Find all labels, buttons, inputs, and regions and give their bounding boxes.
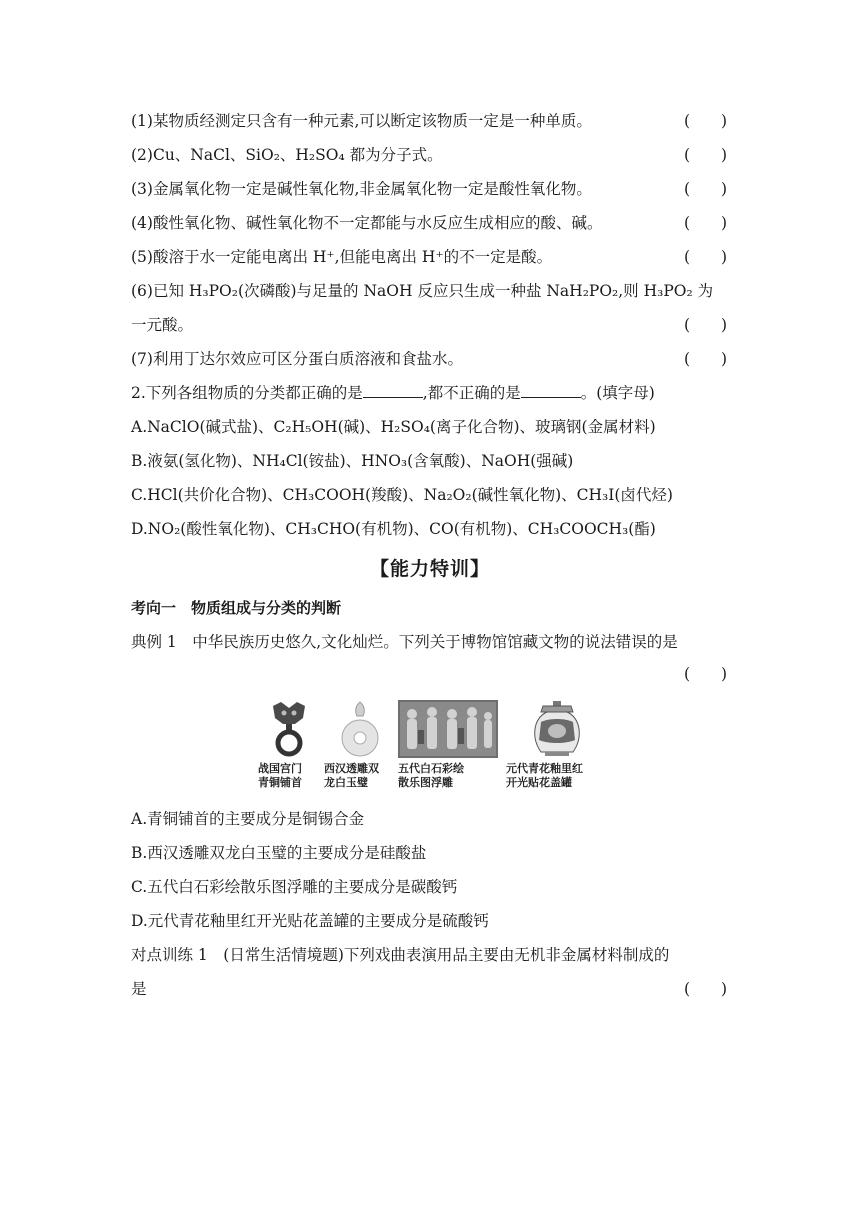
question-2-middle: ,都不正确的是	[422, 384, 521, 402]
question-text: (1)某物质经测定只含有一种元素,可以断定该物质一定是一种单质。	[131, 112, 592, 130]
question-text: (4)酸性氧化物、碱性氧化物不一定都能与水反应生成相应的酸、碱。	[131, 214, 603, 232]
option-a: A.NaClO(碱式盐)、C₂H₅OH(碱)、H₂SO₄(离子化合物)、玻璃钢(金属材料)	[131, 418, 656, 436]
answer-paren[interactable]: ( )	[684, 665, 728, 683]
jar-image	[506, 700, 608, 758]
artifact-caption: 元代青花釉里红 开光贴花盖罐	[506, 762, 583, 789]
question-2-stem	[131, 382, 731, 404]
question-text: (7)利用丁达尔效应可区分蛋白质溶液和食盐水。	[131, 350, 463, 368]
option-b: B.西汉透雕双龙白玉璧的主要成分是硅酸盐	[131, 844, 427, 862]
jade-bi-image	[324, 700, 396, 758]
option-d: D.NO₂(酸性氧化物)、CH₃CHO(有机物)、CO(有机物)、CH₃COOCH₃(酯)	[131, 520, 656, 538]
answer-paren[interactable]: ( )	[684, 248, 728, 266]
artifact-jar	[506, 700, 608, 790]
artifact-caption: 五代白石彩绘 散乐图浮雕	[398, 762, 464, 789]
answer-paren[interactable]: ( )	[684, 180, 728, 198]
relief-image	[398, 700, 498, 758]
artifact-relief	[398, 700, 498, 790]
question-text: (6)已知 H₃PO₂(次磷酸)与足量的 NaOH 反应只生成一种盐 NaH₂PO₂,则 H₃PO₂ 为	[131, 282, 714, 300]
option-b: B.液氨(氢化物)、NH₄Cl(铵盐)、HNO₃(含氧酸)、NaOH(强碱)	[131, 452, 574, 470]
practice-1-stem: 对点训练 1 (日常生活情境题)下列戏曲表演用品主要由无机非金属材料制成的	[131, 946, 670, 964]
artifact-caption: 西汉透雕双 龙白玉璧	[324, 762, 379, 789]
answer-paren[interactable]: ( )	[684, 316, 728, 334]
question-2-prefix: 2.下列各组物质的分类都正确的是	[131, 384, 363, 402]
answer-paren[interactable]: ( )	[684, 112, 728, 130]
practice-1-stem-cont: 是	[131, 980, 147, 998]
question-text: (2)Cu、NaCl、SiO₂、H₂SO₄ 都为分子式。	[131, 146, 443, 164]
answer-paren[interactable]: ( )	[684, 214, 728, 232]
answer-paren[interactable]: ( )	[684, 350, 728, 368]
option-c: C.五代白石彩绘散乐图浮雕的主要成分是碳酸钙	[131, 878, 458, 896]
answer-paren[interactable]: ( )	[684, 146, 728, 164]
topic-heading: 考向一 物质组成与分类的判断	[131, 599, 342, 617]
section-title: 【能力特训】	[369, 558, 490, 580]
option-a: A.青铜铺首的主要成分是铜锡合金	[131, 810, 365, 828]
question-text-cont: 一元酸。	[131, 316, 194, 334]
example-1-stem: 典例 1 中华民族历史悠久,文化灿烂。下列关于博物馆馆藏文物的说法错误的是	[131, 633, 678, 651]
answer-blank-2[interactable]	[521, 382, 581, 398]
artifact-figure	[258, 700, 608, 796]
answer-paren[interactable]: ( )	[684, 980, 728, 998]
bronze-knocker-image	[258, 700, 320, 758]
question-text: (3)金属氧化物一定是碱性氧化物,非金属氧化物一定是酸性氧化物。	[131, 180, 592, 198]
option-c: C.HCl(共价化合物)、CH₃COOH(羧酸)、Na₂O₂(碱性氧化物)、CH₃I(卤代烃)	[131, 486, 673, 504]
artifact-caption: 战国宫门 青铜铺首	[258, 762, 302, 789]
question-2-suffix: 。(填字母)	[580, 384, 655, 402]
answer-blank-1[interactable]	[363, 382, 423, 398]
option-d: D.元代青花釉里红开光贴花盖罐的主要成分是硫酸钙	[131, 912, 489, 930]
artifact-bronze-knocker	[258, 700, 320, 790]
question-text: (5)酸溶于水一定能电离出 H⁺,但能电离出 H⁺的不一定是酸。	[131, 248, 553, 266]
artifact-jade-bi	[324, 700, 396, 790]
